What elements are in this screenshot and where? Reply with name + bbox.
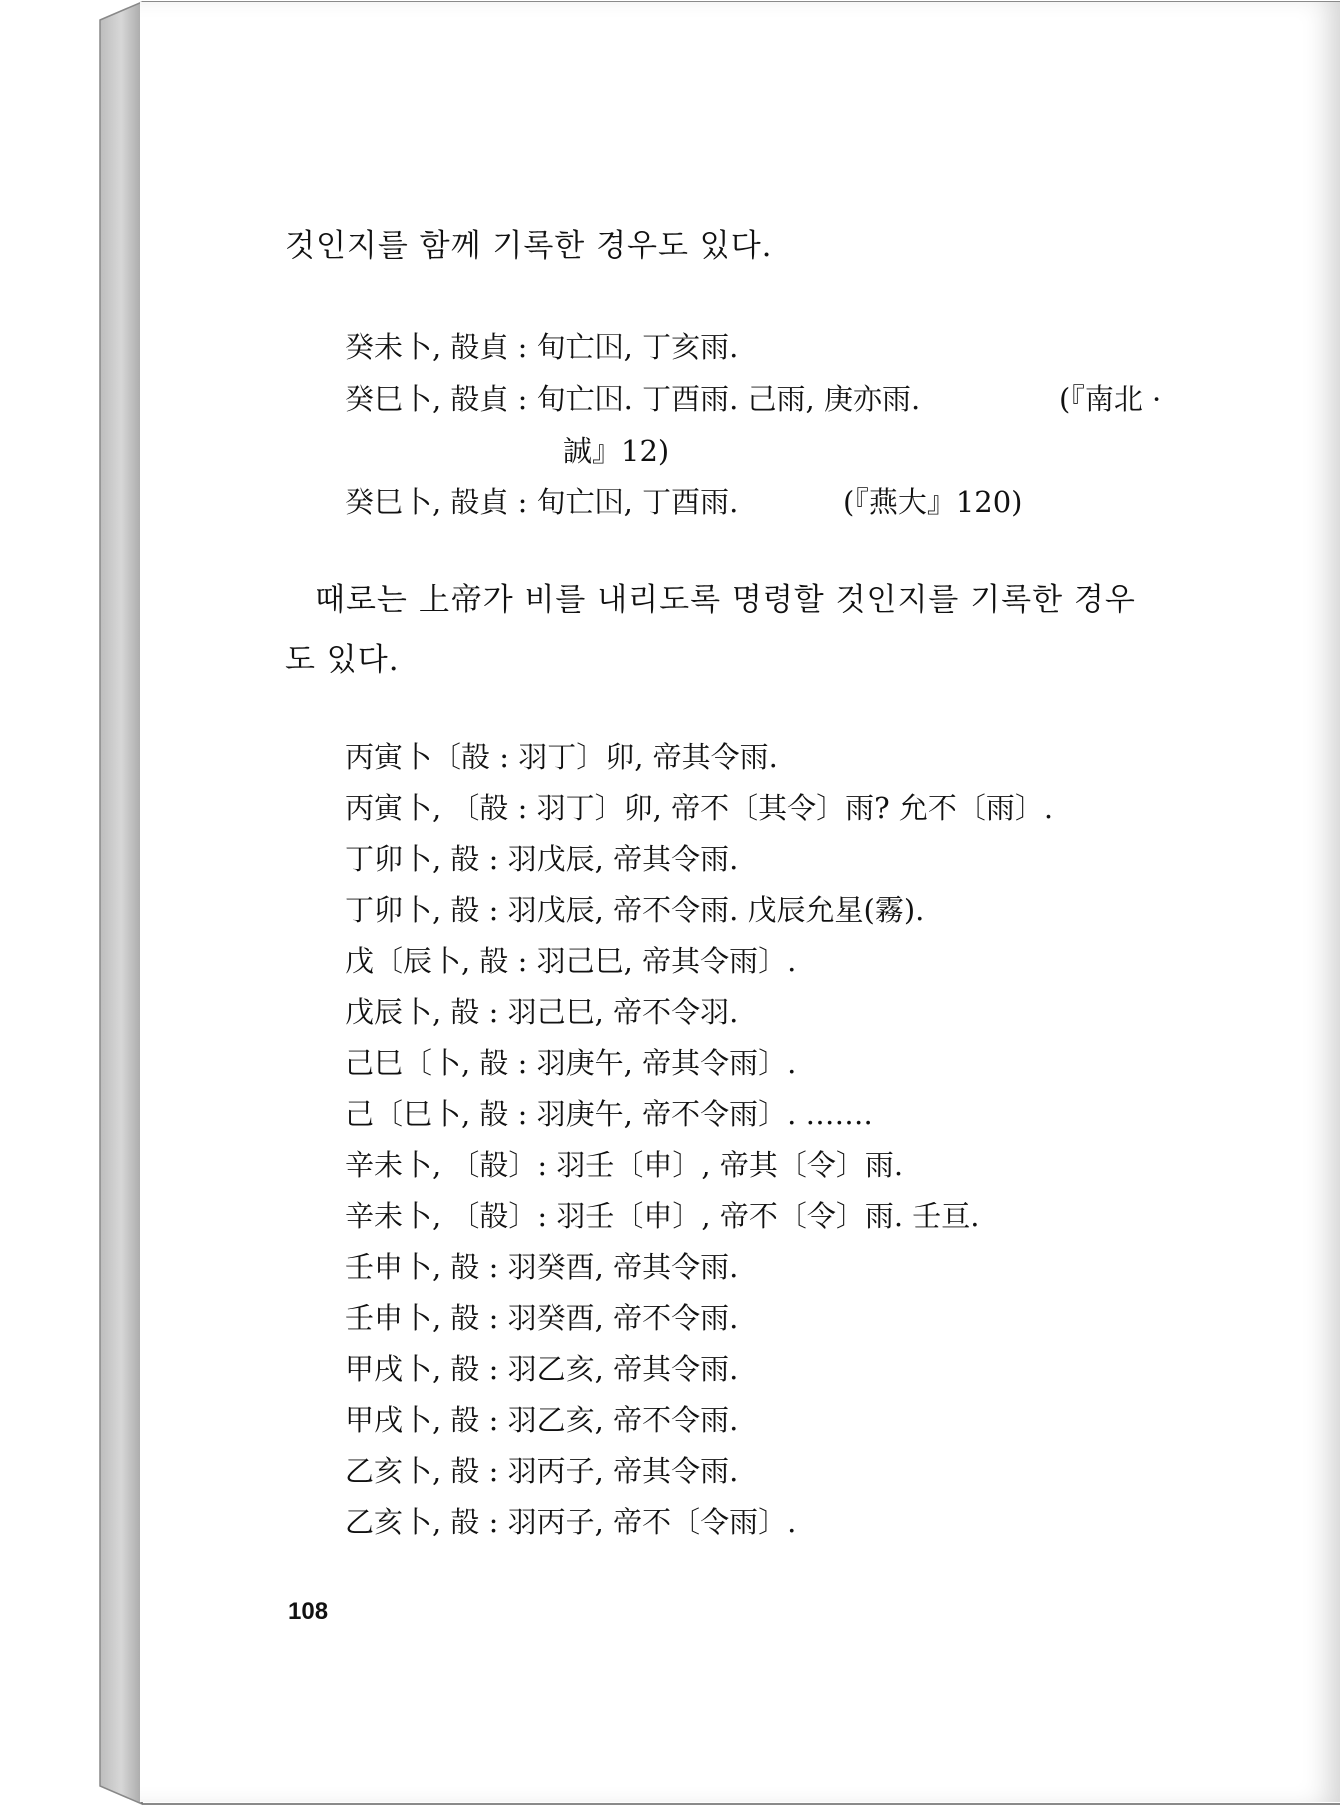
oracle-line: 己巳〔卜, 㱿 : 羽庚午, 帝其令雨〕. bbox=[345, 1046, 797, 1080]
oracle-line: 乙亥卜, 㱿 : 羽丙子, 帝不〔令雨〕. bbox=[345, 1505, 797, 1539]
oracle-line: 壬申卜, 㱿 : 羽癸酉, 帝其令雨. bbox=[345, 1250, 739, 1284]
oracle-line: 辛未卜, 〔㱿〕: 羽壬〔申〕, 帝不〔令〕雨. 壬亘. bbox=[345, 1199, 980, 1233]
oracle-line: 丁卯卜, 㱿 : 羽戊辰, 帝其令雨. bbox=[345, 842, 739, 876]
oracle-line: 乙亥卜, 㱿 : 羽丙子, 帝其令雨. bbox=[345, 1454, 739, 1488]
page-number: 108 bbox=[288, 1598, 329, 1625]
oracle-line: 癸巳卜, 㱿貞 : 旬亡𡆥, 丁酉雨. bbox=[345, 485, 739, 519]
oracle-line: 戊〔辰卜, 㱿 : 羽己巳, 帝其令雨〕. bbox=[345, 944, 797, 978]
oracle-line: 甲戌卜, 㱿 : 羽乙亥, 帝不令雨. bbox=[345, 1403, 739, 1437]
oracle-line: 丙寅卜, 〔㱿 : 羽丁〕卯, 帝不〔其令〕雨? 允不〔雨〕. bbox=[345, 791, 1054, 825]
oracle-line-continuation: 誠』12) bbox=[563, 434, 670, 468]
oracle-line: 戊辰卜, 㱿 : 羽己巳, 帝不令羽. bbox=[345, 995, 739, 1029]
oracle-line: 癸未卜, 㱿貞 : 旬亡𡆥, 丁亥雨. bbox=[345, 330, 739, 364]
oracle-line: 壬申卜, 㱿 : 羽癸酉, 帝不令雨. bbox=[345, 1301, 739, 1335]
source-citation: (『南北 · bbox=[1059, 382, 1162, 416]
body-paragraph-line: 도 있다. bbox=[285, 642, 400, 678]
oracle-line: 丙寅卜〔㱿 : 羽丁〕卯, 帝其令雨. bbox=[345, 740, 778, 774]
oracle-line: 己〔巳卜, 㱿 : 羽庚午, 帝不令雨〕. ……. bbox=[345, 1097, 873, 1131]
oracle-line: 癸巳卜, 㱿貞 : 旬亡𡆥. 丁酉雨. 己雨, 庚亦雨. bbox=[345, 382, 921, 416]
oracle-line: 辛未卜, 〔㱿〕: 羽壬〔申〕, 帝其〔令〕雨. bbox=[345, 1148, 904, 1182]
oracle-line: 丁卯卜, 㱿 : 羽戊辰, 帝不令雨. 戊辰允星(霧). bbox=[345, 893, 925, 927]
oracle-line: 甲戌卜, 㱿 : 羽乙亥, 帝其令雨. bbox=[345, 1352, 739, 1386]
body-paragraph-line: 때로는 上帝가 비를 내리도록 명령할 것인지를 기록한 경우 bbox=[315, 582, 1136, 618]
source-citation: (『燕大』120) bbox=[843, 485, 1023, 519]
intro-paragraph: 것인지를 함께 기록한 경우도 있다. bbox=[285, 228, 773, 264]
